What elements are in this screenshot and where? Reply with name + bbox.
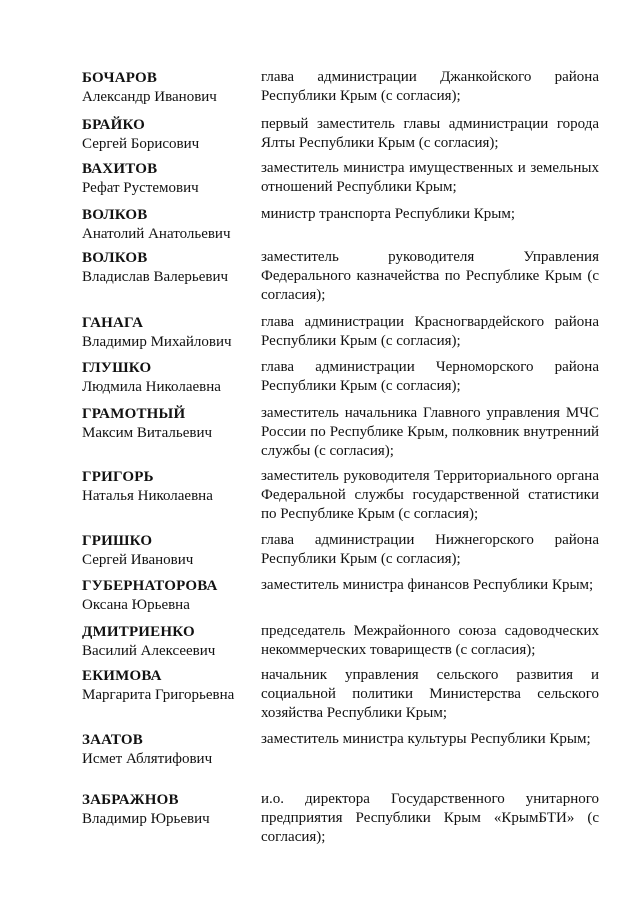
member-position: начальник управления сельского развития и социальной политики Министерства сельского хозяйства Республики Крым; [261, 667, 599, 721]
member-surname: БОЧАРОВ [82, 70, 158, 86]
member-position: заместитель начальника Главного управления МЧС России по Республике Крым, полковник внутренний службы (с согласия); [261, 405, 599, 459]
member-position: министр транспорта Республики Крым; [261, 206, 516, 222]
member-position: глава администрации Джанкойского района Республики Крым (с согласия); [261, 69, 599, 104]
member-name [82, 576, 257, 615]
member-given-names: Оксана Юрьевна [82, 597, 190, 613]
member-surname: ГРАМОТНЫЙ [82, 406, 186, 422]
member-position: заместитель руководителя Управления Федерального казначейства по Республике Крым (с согласия); [261, 249, 599, 303]
member-position: глава администрации Красногвардейского района Республики Крым (с согласия); [261, 314, 599, 349]
member-name [82, 404, 257, 443]
member-name [82, 730, 257, 769]
member-surname: ВАХИТОВ [82, 161, 158, 177]
member-surname: ГАНАГА [82, 315, 144, 331]
member-name [82, 622, 257, 661]
member-given-names: Людмила Николаевна [82, 379, 221, 395]
member-given-names: Александр Иванович [82, 89, 217, 105]
member-given-names: Анатолий Анатольевич [82, 226, 231, 242]
member-surname: БРАЙКО [82, 117, 146, 133]
member-name [82, 159, 257, 198]
member-position: глава администрации Черноморского района Республики Крым (с согласия); [261, 359, 599, 394]
member-surname: ГРИГОРЬ [82, 469, 154, 485]
member-position: глава администрации Нижнегорского района Республики Крым (с согласия); [261, 532, 599, 567]
member-given-names: Маргарита Григорьевна [82, 687, 235, 703]
member-surname: ВОЛКОВ [82, 250, 148, 266]
member-surname: ДМИТРИЕНКО [82, 624, 195, 640]
member-given-names: Владимир Михайлович [82, 334, 232, 350]
member-position: и.о. директора Государственного унитарного предприятия Республики Крым «КрымБТИ» (с согласия); [261, 791, 599, 845]
member-given-names: Максим Витальевич [82, 425, 213, 441]
member-surname: ВОЛКОВ [82, 207, 148, 223]
member-given-names: Наталья Николаевна [82, 488, 213, 504]
member-position: первый заместитель главы администрации города Ялты Республики Крым (с согласия); [261, 116, 599, 151]
member-surname: ЗААТОВ [82, 732, 143, 748]
member-name [82, 248, 257, 287]
member-name [82, 358, 257, 397]
member-name [82, 666, 257, 705]
member-surname: ГУБЕРНАТОРОВА [82, 578, 218, 594]
member-given-names: Исмет Аблятифович [82, 751, 213, 767]
member-given-names: Василий Алексеевич [82, 643, 216, 659]
member-position: заместитель министра культуры Республики Крым; [261, 731, 591, 747]
member-position: заместитель руководителя Территориального органа Федеральной службы государственной статистики по Республике Крым (с согласия); [261, 468, 599, 522]
member-surname: ЗАБРАЖНОВ [82, 792, 179, 808]
member-given-names: Владимир Юрьевич [82, 811, 210, 827]
member-position: председатель Межрайонного союза садоводческих некоммерческих товариществ (с согласия); [261, 623, 599, 658]
member-surname: ЕКИМОВА [82, 668, 162, 684]
member-surname: ГРИШКО [82, 533, 153, 549]
member-name [82, 467, 257, 506]
member-name [82, 68, 257, 107]
member-position: заместитель министра финансов Республики Крым; [261, 577, 594, 593]
member-name [82, 790, 257, 829]
member-position: заместитель министра имущественных и земельных отношений Республики Крым; [261, 160, 599, 195]
member-name [82, 115, 257, 154]
member-surname: ГЛУШКО [82, 360, 152, 376]
member-name [82, 313, 257, 352]
member-name [82, 205, 257, 244]
member-given-names: Рефат Рустемович [82, 180, 199, 196]
member-given-names: Владислав Валерьевич [82, 269, 229, 285]
member-given-names: Сергей Борисович [82, 136, 200, 152]
member-given-names: Сергей Иванович [82, 552, 194, 568]
member-name [82, 531, 257, 570]
